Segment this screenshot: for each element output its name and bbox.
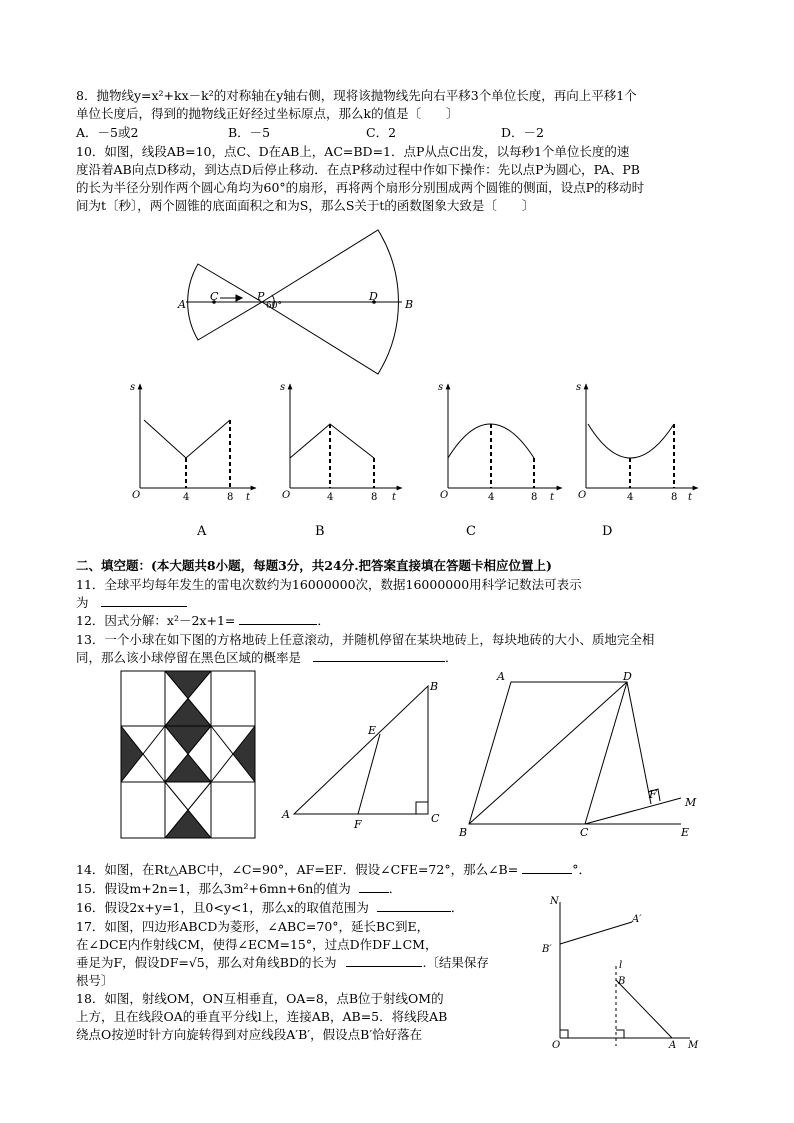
q14-answer-blank[interactable]	[522, 862, 572, 874]
graph-d-s: s	[576, 382, 582, 393]
q12-line: 12．因式分解：x²－2x+1= ．	[76, 613, 330, 628]
q10-line2: 度沿着AB向点D移动，到达点D后停止移动．在点P移动过程中作如下操作：先以点P为圆心，PA、PB	[76, 162, 640, 177]
rh-label-a: A	[497, 670, 505, 683]
q16-answer-blank[interactable]	[377, 900, 451, 912]
q8-option-d: D．－2	[501, 125, 544, 140]
rot-label-n: N	[550, 896, 559, 907]
rh-label-f: F	[649, 788, 657, 801]
rh-label-c: C	[580, 826, 589, 839]
q18-line3: 绕点O按逆时针方向旋转得到对应线段A′B′，假设点B′恰好落在	[76, 1027, 423, 1042]
rh-label-m: M	[685, 796, 697, 809]
rh-label-b: B	[459, 826, 468, 839]
graph-c-o: O	[440, 490, 449, 501]
q15-text: 15．假设m+2n=1，那么3m²+6mn+6n的值为	[76, 881, 351, 896]
q8-option-b: B．－5	[228, 125, 271, 140]
tri-label-a: A	[282, 808, 290, 821]
rot-label-a: A	[669, 1040, 677, 1051]
sector-figure	[170, 222, 420, 382]
graph-c-4: 4	[488, 492, 495, 503]
q17-line2: 在∠DCE内作射线CM，使得∠ECM=15°，过点D作DF⊥CM，	[76, 937, 438, 952]
graph-a-t: t	[246, 492, 251, 503]
graph-b-t: t	[392, 492, 397, 503]
tri-label-e: E	[368, 724, 377, 737]
q17-line4: 根号〕	[76, 973, 114, 988]
q8-option-c: C．2	[366, 125, 397, 140]
graph-c-s: s	[438, 382, 444, 393]
q17-answer-blank[interactable]	[346, 955, 422, 967]
graph-d-4: 4	[627, 492, 634, 503]
rot-label-b: B	[618, 976, 626, 987]
label-p: P	[257, 290, 265, 303]
tri-label-c: C	[431, 812, 440, 825]
graph-b-o: O	[282, 490, 291, 501]
q13-text: 同，那么该小球停留在黑色区域的概率是	[76, 650, 302, 665]
tri-label-f: F	[354, 818, 362, 831]
q10-line3: 的长为半径分别作两个圆心角均为60°的扇形，再将两个扇形分别围成两个圆锥的侧面，设点P的移动时	[76, 180, 645, 195]
q10-line1: 10．如图，线段AB=10，点C、D在AB上，AC=BD=1．点P从点C出发，以每秒1个单位长度的速	[76, 144, 630, 159]
graph-d-t: t	[688, 492, 693, 503]
q12-text: 12．因式分解：x²－2x+1=	[76, 613, 236, 628]
tile-grid	[120, 670, 258, 840]
q15-answer-blank[interactable]	[359, 881, 389, 893]
graph-a-o: O	[132, 490, 141, 501]
q15-line: 15．假设m+2n=1，那么3m²+6mn+6n的值为 ．	[76, 881, 402, 896]
graph-a-8: 8	[227, 492, 234, 503]
graph-label-c: C	[466, 524, 476, 539]
q14-text: 14．如图，在Rt△ABC中，∠C=90°，AF=EF．假设∠CFE=72°，那么∠B=	[76, 862, 519, 877]
q11-line2	[76, 595, 187, 611]
rot-label-o: O	[552, 1040, 561, 1051]
rhombus-figure	[455, 668, 705, 840]
q17-line1: 17．如图，四边形ABCD为菱形，∠ABC=70°，延长BC到E，	[76, 919, 430, 934]
q8-option-a: A．－5或2	[76, 125, 139, 140]
q8-line1: 8．抛物线y=x²+kx－k²的对称轴在y轴右侧，现将该抛物线先向右平移3个单位长度，再向上平移1个	[76, 88, 637, 103]
graph-d	[586, 384, 698, 488]
graph-options	[118, 378, 708, 506]
graph-b-8: 8	[371, 492, 378, 503]
rot-label-bp: B′	[542, 944, 552, 955]
graph-c-t: t	[550, 492, 555, 503]
label-d: D	[369, 290, 378, 303]
q16-line: 16．假设2x+y=1，且0<y<1，那么x的取值范围为 ．	[76, 900, 464, 915]
q14-line	[76, 862, 591, 878]
q12-answer-blank[interactable]	[239, 613, 317, 625]
q17-line3: 垂足为F，假设DF=√5，那么对角线BD的长为 .〔结果保存	[76, 955, 489, 970]
graph-label-b: B	[315, 524, 325, 539]
graph-a-4: 4	[183, 492, 190, 503]
q10-line4: 间为t〔秒〕，两个圆锥的底面面积之和为S，那么S关于t的函数图象大致是〔 〕	[76, 198, 535, 213]
q11-answer-blank[interactable]	[101, 595, 187, 607]
graph-label-a: A	[197, 524, 207, 539]
graph-b-4: 4	[327, 492, 334, 503]
rot-label-ap: A′	[632, 914, 642, 925]
section-2-heading: 二、填空题：(本大题共8小题，每题3分，共24分.把答案直接填在答题卡相应位置上)	[76, 558, 552, 573]
rot-label-l: l	[619, 960, 623, 971]
graph-d-o: O	[578, 490, 587, 501]
q18-line1: 18．如图，射线OM，ON互相垂直，OA=8，点B位于射线OM的	[76, 991, 444, 1006]
q8-line2: 单位长度后，得到的抛物线正好经过坐标原点，那么k的值是〔 〕	[76, 106, 459, 121]
rotation-figure	[540, 890, 720, 1056]
triangle-figure	[278, 676, 448, 831]
graph-b	[290, 384, 402, 488]
rh-label-e: E	[681, 826, 690, 839]
q11-prefix: 为	[76, 595, 89, 610]
graph-a-s: s	[130, 382, 136, 393]
q14-unit: °．	[572, 862, 591, 877]
label-b: B	[405, 298, 414, 311]
graph-c	[448, 384, 562, 488]
label-c: C	[210, 290, 219, 303]
rh-label-d: D	[623, 670, 632, 683]
label-angle: 60°	[266, 301, 282, 311]
q17-text: 垂足为F，假设DF=√5，那么对角线BD的长为	[76, 955, 337, 970]
tri-label-b: B	[430, 680, 439, 693]
graph-b-s: s	[280, 382, 286, 393]
graph-c-8: 8	[531, 492, 538, 503]
q13-line1: 13．一个小球在如下图的方格地砖上任意滚动，并随机停留在某块地砖上，每块地砖的大小、质地完全相	[76, 632, 655, 647]
q13-line2: 同，那么该小球停留在黑色区域的概率是 ．	[76, 650, 458, 665]
rot-label-m: M	[688, 1040, 699, 1051]
q18-line2: 上方，且在线段OA的垂直平分线l上，连接AB，AB=5．将线段AB	[76, 1009, 448, 1024]
graph-label-d: D	[602, 524, 613, 539]
graph-d-8: 8	[671, 492, 678, 503]
q16-text: 16．假设2x+y=1，且0<y<1，那么x的取值范围为	[76, 900, 369, 915]
q13-answer-blank[interactable]	[313, 650, 445, 662]
label-a: A	[178, 298, 186, 311]
graph-a	[140, 384, 256, 488]
q11-line1: 11．全球平均每年发生的雷电次数约为16000000次，数据16000000用科学记数法可表示	[76, 577, 582, 592]
